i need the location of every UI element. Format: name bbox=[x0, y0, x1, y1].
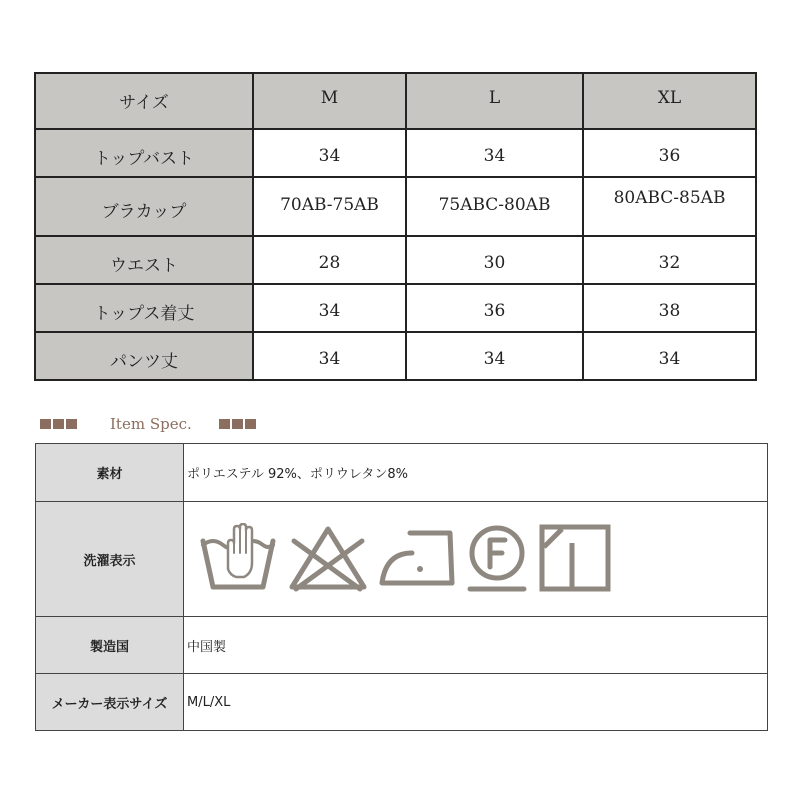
size-header-l: L bbox=[406, 73, 583, 129]
drip-dry-shade-icon bbox=[538, 523, 614, 595]
row-label: トップス着丈 bbox=[35, 284, 253, 332]
size-header-m: M bbox=[253, 73, 406, 129]
cell-value: 34 bbox=[253, 129, 406, 177]
size-row-bra-cup bbox=[35, 177, 756, 236]
heading-ornament-left bbox=[40, 419, 77, 429]
size-header-label: サイズ bbox=[35, 73, 253, 129]
spec-row-care bbox=[36, 502, 768, 617]
spec-row-material bbox=[36, 444, 768, 502]
size-row-tops-length bbox=[35, 284, 756, 332]
cell-value: 32 bbox=[583, 236, 756, 284]
hand-wash-icon bbox=[200, 523, 280, 595]
care-icons-cell bbox=[184, 502, 768, 617]
cell-value: 34 bbox=[406, 332, 583, 380]
size-row-top-bust bbox=[35, 129, 756, 177]
row-label: トップバスト bbox=[35, 129, 253, 177]
item-spec-title: Item Spec. bbox=[110, 415, 192, 433]
cell-value: 80ABC-85AB bbox=[583, 177, 756, 236]
size-table bbox=[34, 72, 757, 381]
size-row-waist bbox=[35, 236, 756, 284]
iron-low-icon bbox=[376, 523, 460, 595]
spec-row-maker-size bbox=[36, 674, 768, 731]
row-label: ブラカップ bbox=[35, 177, 253, 236]
heading-ornament-right bbox=[219, 419, 256, 429]
row-label: パンツ丈 bbox=[35, 332, 253, 380]
cell-value: 34 bbox=[253, 332, 406, 380]
row-label: ウエスト bbox=[35, 236, 253, 284]
spec-value: M/L/XL bbox=[184, 674, 768, 731]
cell-value: 75ABC-80AB bbox=[406, 177, 583, 236]
spec-label: 素材 bbox=[36, 444, 184, 502]
cell-value: 34 bbox=[583, 332, 756, 380]
cell-value: 30 bbox=[406, 236, 583, 284]
cell-value: 36 bbox=[406, 284, 583, 332]
item-spec-heading bbox=[40, 414, 256, 434]
spec-label: メーカー表示サイズ bbox=[36, 674, 184, 731]
cell-value: 70AB-75AB bbox=[253, 177, 406, 236]
cell-value: 38 bbox=[583, 284, 756, 332]
size-header-row bbox=[35, 73, 756, 129]
care-icons bbox=[187, 502, 767, 616]
spec-value: 中国製 bbox=[184, 617, 768, 674]
spec-label: 製造国 bbox=[36, 617, 184, 674]
dry-clean-f-icon bbox=[466, 523, 528, 595]
item-spec-table bbox=[35, 443, 768, 731]
cell-value: 28 bbox=[253, 236, 406, 284]
no-bleach-icon bbox=[286, 523, 370, 595]
size-row-pants-length bbox=[35, 332, 756, 380]
cell-value: 34 bbox=[253, 284, 406, 332]
size-header-xl: XL bbox=[583, 73, 756, 129]
cell-value: 34 bbox=[406, 129, 583, 177]
cell-value: 36 bbox=[583, 129, 756, 177]
spec-value: ポリエステル 92%、ポリウレタン8% bbox=[184, 444, 768, 502]
spec-row-origin bbox=[36, 617, 768, 674]
spec-label: 洗濯表示 bbox=[36, 502, 184, 617]
